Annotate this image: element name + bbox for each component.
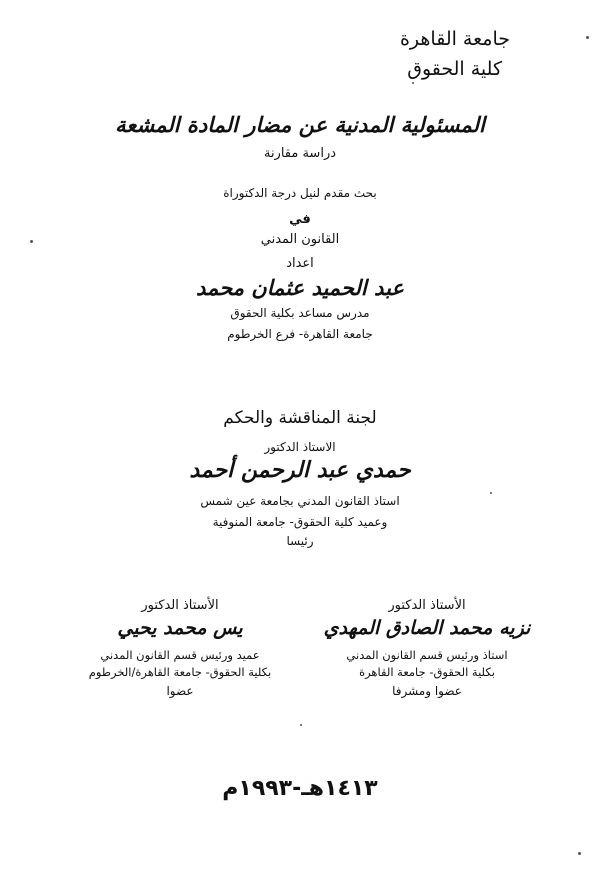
thesis-statement: بحث مقدم لنيل درجة الدكتوراة	[223, 186, 377, 200]
thesis-title: المسئولية المدنية عن مضار المادة المشعة	[115, 113, 485, 137]
author-affiliation: جامعة القاهرة- فرع الخرطوم	[227, 327, 373, 341]
chair-description-line2: وعميد كلية الحقوق- جامعة المنوفية	[212, 515, 388, 529]
member-right-line2: بكلية الحقوق- جامعة القاهرة	[359, 665, 495, 679]
university-name: جامعة القاهرة	[399, 28, 510, 50]
member-right-name: نزيه محمد الصادق المهدي	[323, 617, 531, 639]
scan-speck	[578, 852, 581, 855]
member-left-name: يس محمد يحيي	[117, 617, 243, 639]
member-right-title: الأستاذ الدكتور	[388, 598, 466, 613]
member-right-role: عضوا ومشرفا	[392, 684, 462, 698]
member-left-line2: بكلية الحقوق- جامعة القاهرة/الخرطوم	[88, 665, 272, 679]
scan-speck	[30, 240, 33, 243]
member-left-role: عضوا	[166, 684, 194, 698]
chair-name: حمدي عبد الرحمن أحمد	[189, 458, 411, 483]
in-word: في	[289, 212, 311, 227]
member-right-block	[296, 598, 558, 701]
chair-title: الاستاذ الدكتور	[264, 440, 336, 454]
author-name: عبد الحميد عثمان محمد	[196, 276, 404, 300]
chair-role: رئيسا	[286, 534, 314, 548]
field-of-study: القانون المدني	[260, 232, 340, 247]
member-left-line1: عميد ورئيس قسم القانون المدني	[100, 648, 260, 662]
member-left-title: الأستاذ الدكتور	[141, 598, 219, 613]
scan-speck	[490, 492, 492, 494]
thesis-subtitle: دراسة مقارنة	[263, 146, 337, 161]
member-left-block	[60, 598, 300, 701]
committee-heading: لجنة المناقشة والحكم	[223, 408, 377, 428]
prepared-by-label: اعداد	[286, 256, 314, 271]
member-right-line1: استاذ ورئيس قسم القانون المدني	[346, 648, 508, 662]
scan-speck	[412, 82, 414, 84]
scan-speck	[300, 724, 302, 726]
author-position: مدرس مساعد بكلية الحقوق	[230, 306, 370, 320]
chair-description-line1: استاذ القانون المدني بجامعة عين شمس	[200, 494, 400, 508]
scan-speck	[586, 36, 589, 39]
thesis-date: ١٤١٣هـ-١٩٩٣م	[222, 776, 378, 801]
faculty-name: كلية الحقوق	[407, 58, 502, 80]
